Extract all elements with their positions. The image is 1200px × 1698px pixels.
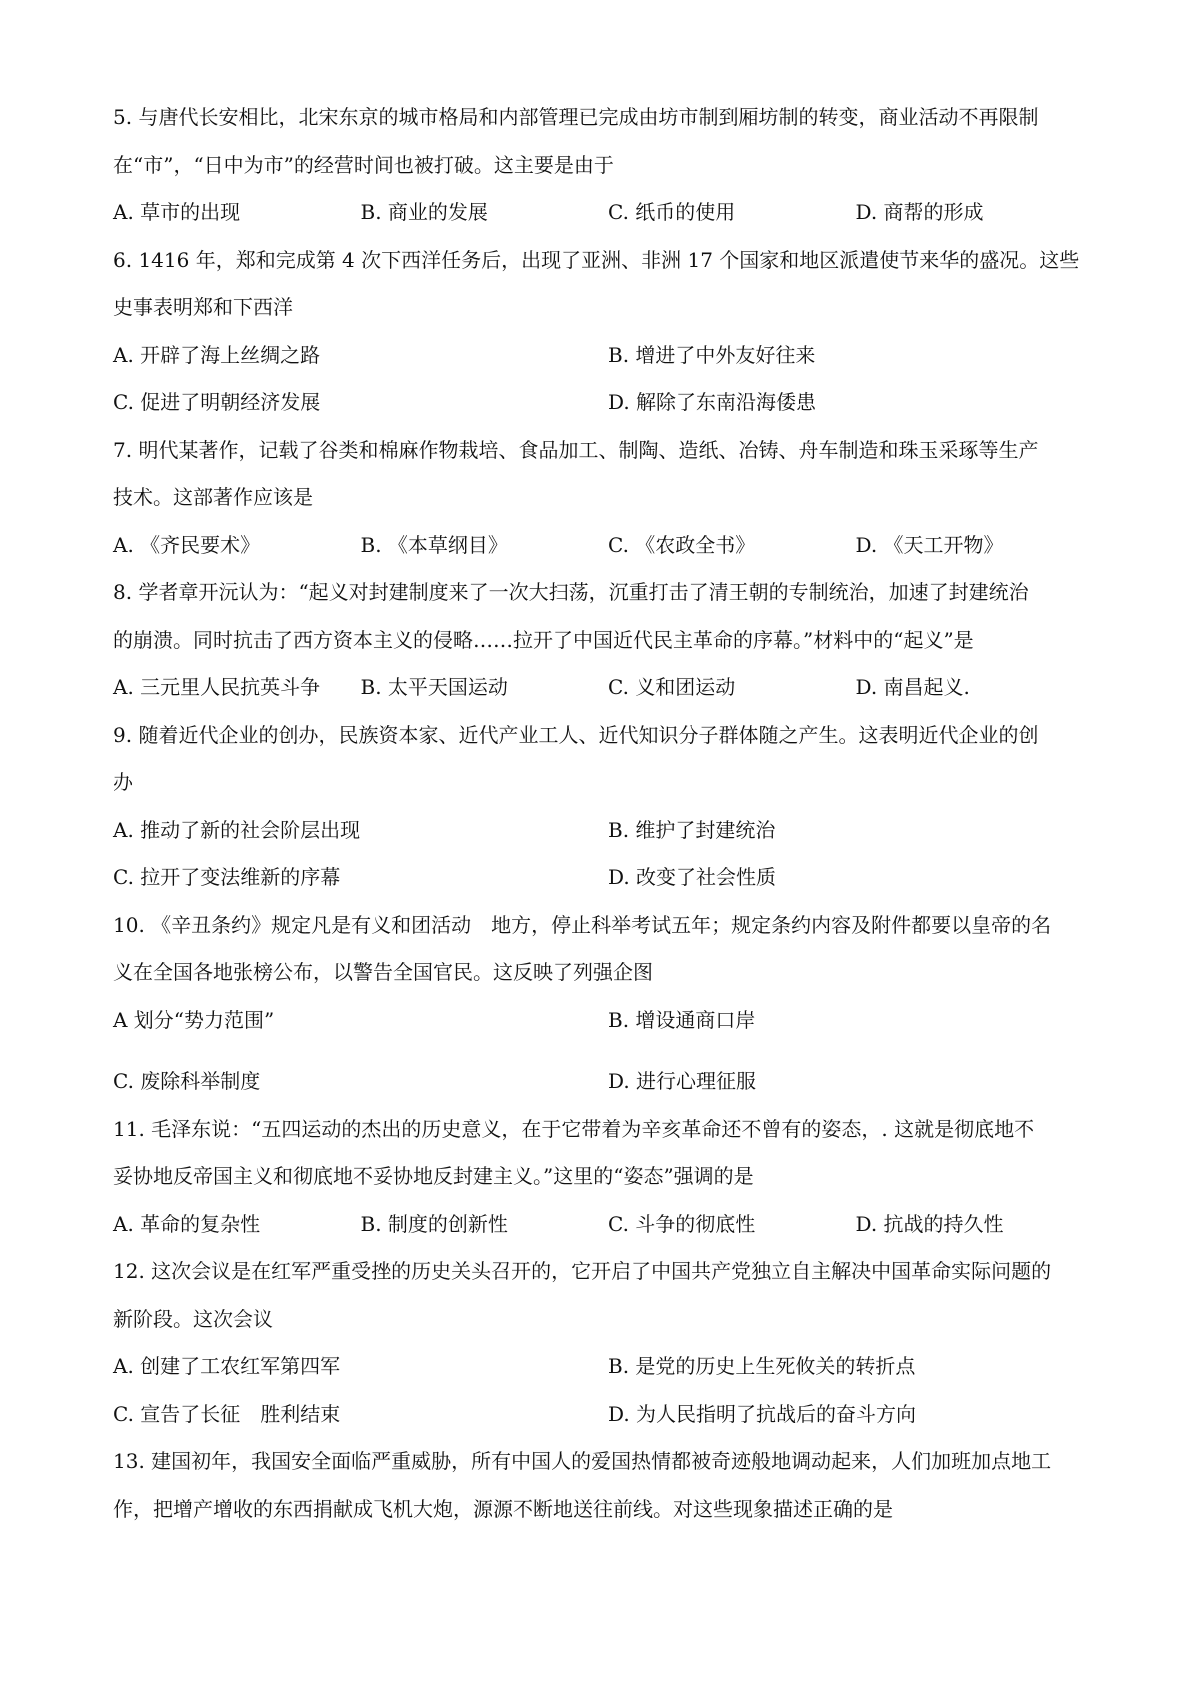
option-b: B. 《本草纲目》 bbox=[360, 532, 508, 557]
option-b: B. 制度的创新性 bbox=[360, 1211, 508, 1236]
option-d: D. 《天工开物》 bbox=[855, 532, 1004, 557]
option-a: A. 推动了新的社会阶层出现 bbox=[113, 817, 361, 842]
option-b: B. 是党的历史上生死攸关的转折点 bbox=[608, 1354, 916, 1378]
option-b: B. 增进了中外友好往来 bbox=[608, 342, 816, 367]
question-stem-line: 10. 《辛丑条约》规定凡是有义和团活动 地方，停止科举考试五年；规定条约内容及附件都要以皇帝的名 bbox=[113, 912, 1052, 937]
question-10 bbox=[113, 902, 1103, 1106]
exam-page bbox=[113, 94, 1103, 1533]
options-row bbox=[113, 664, 1103, 712]
options-row bbox=[113, 807, 1103, 855]
options-row bbox=[113, 854, 1103, 902]
question-stem-line: 13. 建国初年，我国安全面临严重威胁，所有中国人的爱国热情都被奇迹般地调动起来，人们加班加点地工 bbox=[113, 1449, 1052, 1473]
options-row bbox=[113, 189, 1103, 237]
option-c: C. 纸币的使用 bbox=[608, 200, 736, 224]
options-row bbox=[113, 1201, 1103, 1249]
option-a: A. 革命的复杂性 bbox=[113, 1211, 261, 1236]
option-a: A. 创建了工农红军第四军 bbox=[113, 1354, 341, 1378]
question-stem-line: 6. 1416 年，郑和完成第 4 次下西洋任务后，出现了亚洲、非洲 17 个国家和地区派遣使节来华的盛况。这些 bbox=[113, 247, 1080, 272]
options-row bbox=[113, 379, 1103, 427]
option-d: D. 抗战的持久性 bbox=[855, 1211, 1004, 1236]
question-11 bbox=[113, 1106, 1103, 1249]
question-13 bbox=[113, 1438, 1103, 1533]
question-stem-line: 在“市”，“日中为市”的经营时间也被打破。这主要是由于 bbox=[113, 152, 614, 177]
question-stem-line: 新阶段。这次会议 bbox=[113, 1306, 273, 1331]
option-c: C. 拉开了变法维新的序幕 bbox=[113, 865, 341, 889]
question-stem-line: 11. 毛泽东说：“五四运动的杰出的历史意义，在于它带着为辛亥革命还不曾有的姿态，. 这就是彻底地不 bbox=[113, 1116, 1035, 1141]
question-5 bbox=[113, 94, 1103, 237]
spacer bbox=[113, 1044, 1103, 1058]
question-9 bbox=[113, 712, 1103, 902]
options-row bbox=[113, 332, 1103, 380]
option-b: B. 维护了封建统治 bbox=[608, 817, 776, 842]
question-stem-line: 妥协地反帝国主义和彻底地不妥协地反封建主义。”这里的“姿态”强调的是 bbox=[113, 1164, 754, 1188]
question-stem-line: 12. 这次会议是在红军严重受挫的历史关头召开的，它开启了中国共产党独立自主解决中国革命实际问题的 bbox=[113, 1259, 1052, 1283]
option-c: C. 斗争的彻底性 bbox=[608, 1211, 756, 1236]
question-12 bbox=[113, 1248, 1103, 1438]
question-stem-line: 史事表明郑和下西洋 bbox=[113, 295, 293, 319]
question-stem-line: 办 bbox=[113, 770, 133, 794]
options-row bbox=[113, 1058, 1103, 1106]
option-c: C. 《农政全书》 bbox=[608, 532, 756, 557]
question-stem-line: 的崩溃。同时抗击了西方资本主义的侵略……拉开了中国近代民主革命的序幕。”材料中的“起义”是 bbox=[113, 627, 974, 652]
option-a: A 划分“势力范围” bbox=[113, 1007, 275, 1032]
option-c: C. 宣告了长征 胜利结束 bbox=[113, 1401, 341, 1426]
question-stem-line: 义在全国各地张榜公布，以警告全国官民。这反映了列强企图 bbox=[113, 960, 653, 984]
question-stem-line: 技术。这部著作应该是 bbox=[113, 485, 313, 509]
option-b: B. 太平天国运动 bbox=[360, 675, 508, 699]
option-a: A. 开辟了海上丝绸之路 bbox=[113, 342, 321, 367]
question-7 bbox=[113, 427, 1103, 570]
option-d: D. 南昌起义. bbox=[855, 675, 970, 699]
question-stem-line: 7. 明代某著作，记载了谷类和棉麻作物栽培、食品加工、制陶、造纸、冶铸、舟车制造和珠玉采琢等生产 bbox=[113, 437, 1039, 462]
option-c: C. 促进了明朝经济发展 bbox=[113, 390, 321, 414]
question-6 bbox=[113, 237, 1103, 427]
option-b: B. 商业的发展 bbox=[360, 200, 488, 224]
question-stem-line: 5. 与唐代长安相比，北宋东京的城市格局和内部管理已完成由坊市制到厢坊制的转变，商业活动不再限制 bbox=[113, 105, 1039, 129]
option-d: D. 为人民指明了抗战后的奋斗方向 bbox=[608, 1401, 917, 1426]
option-b: B. 增设通商口岸 bbox=[608, 1007, 756, 1032]
options-row bbox=[113, 1343, 1103, 1391]
option-c: C. 义和团运动 bbox=[608, 675, 736, 699]
options-row bbox=[113, 522, 1103, 570]
question-8 bbox=[113, 569, 1103, 712]
option-d: D. 商帮的形成 bbox=[855, 200, 984, 224]
question-stem-line: 9. 随着近代企业的创办，民族资本家、近代产业工人、近代知识分子群体随之产生。这表明近代企业的创 bbox=[113, 722, 1039, 747]
option-c: C. 废除科举制度 bbox=[113, 1069, 261, 1093]
options-row bbox=[113, 1391, 1103, 1439]
option-d: D. 改变了社会性质 bbox=[608, 865, 777, 889]
option-a: A. 三元里人民抗英斗争 bbox=[113, 675, 321, 699]
option-a: A. 草市的出现 bbox=[113, 200, 241, 224]
options-row bbox=[113, 997, 1103, 1045]
option-d: D. 解除了东南沿海倭患 bbox=[608, 390, 817, 414]
option-a: A. 《齐民要术》 bbox=[113, 532, 261, 557]
question-stem-line: 8. 学者章开沅认为：“起义对封建制度来了一次大扫荡，沉重打击了清王朝的专制统治，加速了封建统治 bbox=[113, 580, 1029, 604]
question-stem-line: 作，把增产增收的东西捐献成飞机大炮，源源不断地送往前线。对这些现象描述正确的是 bbox=[113, 1496, 893, 1521]
option-d: D. 进行心理征服 bbox=[608, 1069, 757, 1093]
